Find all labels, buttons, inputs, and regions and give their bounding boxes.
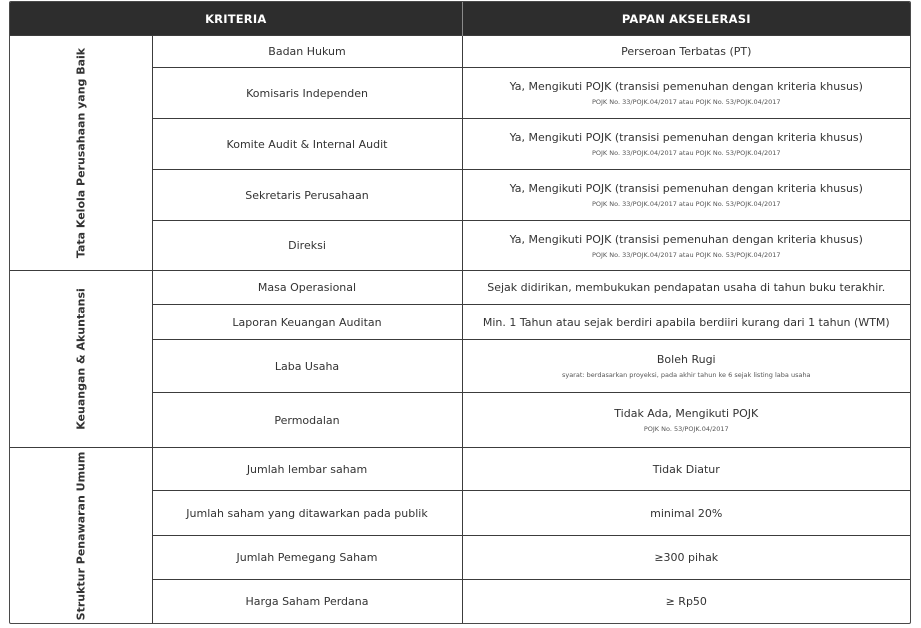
- value-cell: [462, 448, 910, 491]
- value-cell: [462, 393, 910, 448]
- value-text: Sejak didirikan, membukukan pendapatan usaha di tahun buku terakhir.: [487, 281, 886, 294]
- header-kriteria: KRITERIA: [10, 2, 462, 36]
- group-label: Keuangan & Akuntansi: [74, 288, 88, 430]
- value-note: syarat: berdasarkan proyeksi, pada akhir tahun ke 6 sejak listing laba usaha: [561, 371, 811, 379]
- criteria-cell: Badan Hukum: [152, 36, 462, 68]
- value-text: Min. 1 Tahun atau sejak berdiri apabila berdiiri kurang dari 1 tahun (WTM): [482, 315, 890, 329]
- value-cell: [462, 119, 910, 170]
- value-note: POJK No. 33/POJK.04/2017 atau POJK No. 53/POJK.04/2017: [591, 149, 781, 157]
- group-cell: [10, 448, 152, 624]
- criteria-cell: Komisaris Independen: [152, 68, 462, 119]
- value-cell: [462, 170, 910, 221]
- value-text: minimal 20%: [650, 506, 723, 520]
- criteria-cell: Sekretaris Perusahaan: [152, 170, 462, 221]
- criteria-cell: Direksi: [152, 221, 462, 271]
- value-cell: [462, 68, 910, 119]
- group-label: Tata Kelola Perusahaan yang Baik: [74, 47, 88, 259]
- group-cell: [10, 36, 152, 271]
- criteria-table-container: [9, 1, 911, 624]
- value-cell: [462, 491, 910, 536]
- value-cell: [462, 305, 910, 340]
- value-text: Ya, Mengikuti POJK (transisi pemenuhan dengan kriteria khusus): [509, 232, 863, 246]
- table-row: [10, 448, 910, 491]
- value-cell: [462, 36, 910, 68]
- criteria-cell: Harga Saham Perdana: [152, 580, 462, 624]
- value-text: Ya, Mengikuti POJK (transisi pemenuhan dengan kriteria khusus): [509, 182, 863, 195]
- value-note: POJK No. 33/POJK.04/2017 atau POJK No. 53/POJK.04/2017: [591, 250, 781, 259]
- criteria-cell: Jumlah lembar saham: [152, 448, 462, 491]
- value-text: Ya, Mengikuti POJK (transisi pemenuhan dengan kriteria khusus): [509, 131, 863, 144]
- criteria-cell: Jumlah saham yang ditawarkan pada publik: [152, 491, 462, 536]
- value-text: Perseroan Terbatas (PT): [621, 45, 752, 58]
- value-text: Tidak Diatur: [652, 462, 720, 476]
- value-cell: [462, 221, 910, 271]
- header-papan-akselerasi: PAPAN AKSELERASI: [462, 2, 910, 36]
- value-text: Boleh Rugi: [656, 353, 716, 366]
- criteria-cell: Laporan Keuangan Auditan: [152, 305, 462, 340]
- table-row: [10, 271, 910, 305]
- group-cell: [10, 271, 152, 448]
- criteria-table: [10, 2, 910, 624]
- value-cell: [462, 271, 910, 305]
- value-text: Tidak Ada, Mengikuti POJK: [614, 407, 759, 420]
- value-text: ≥ Rp50: [665, 595, 707, 609]
- table-row: [10, 36, 910, 68]
- table-header-row: [10, 2, 910, 36]
- value-note: POJK No. 33/POJK.04/2017 atau POJK No. 53/POJK.04/2017: [591, 200, 781, 208]
- value-note: POJK No. 33/POJK.04/2017 atau POJK No. 53/POJK.04/2017: [591, 98, 781, 106]
- group-label: Struktur Penawaran Umum: [74, 451, 88, 621]
- value-cell: [462, 580, 910, 624]
- criteria-cell: Jumlah Pemegang Saham: [152, 536, 462, 580]
- value-text: Ya, Mengikuti POJK (transisi pemenuhan dengan kriteria khusus): [509, 80, 863, 93]
- value-note: POJK No. 53/POJK.04/2017: [643, 425, 729, 433]
- criteria-cell: Komite Audit & Internal Audit: [152, 119, 462, 170]
- value-cell: [462, 536, 910, 580]
- criteria-cell: Laba Usaha: [152, 340, 462, 393]
- value-text: ≥300 pihak: [654, 551, 719, 564]
- value-cell: [462, 340, 910, 393]
- criteria-cell: Permodalan: [152, 393, 462, 448]
- criteria-cell: Masa Operasional: [152, 271, 462, 305]
